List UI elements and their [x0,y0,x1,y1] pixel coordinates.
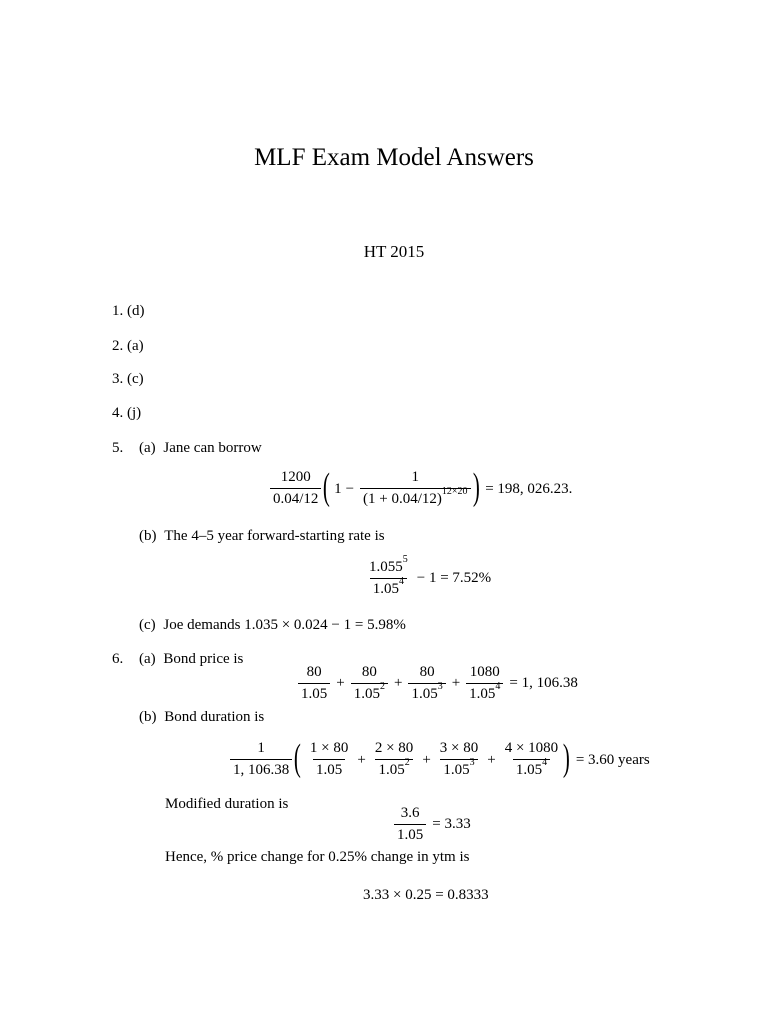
q6b-text: Bond duration is [164,709,265,725]
answer-3 [112,371,144,388]
numerator: 80 [419,664,435,680]
right-paren: ) [563,737,570,779]
fraction [394,806,426,844]
numerator: 1 [411,469,420,486]
operator: − [345,480,355,497]
denominator-base: 1.05 [469,685,496,702]
fraction [366,554,411,598]
operator: + [451,675,461,692]
left-paren: ( [294,737,302,779]
denominator: 0.04/12 [270,488,321,508]
exponent: 5 [402,554,408,565]
denominator-base: (1 + 0.04/12) [363,491,442,507]
fraction [360,470,471,508]
answer-2 [112,338,144,355]
answer-text: (d) [127,303,145,319]
q5c-label: (c) [139,617,156,633]
term: 1 [334,480,342,497]
fraction [437,741,481,779]
denominator-base: 1.05 [316,762,343,778]
fraction [230,741,292,779]
fraction [372,741,416,779]
q6a-line [139,651,243,668]
denominator: 1, 106.38 [230,759,292,779]
result: − 1 = 7.52% [416,570,492,587]
denominator: 1.05 [394,824,426,844]
page-title: MLF Exam Model Answers [254,144,534,171]
numerator: 3.6 [400,805,420,821]
answer-text: (a) [127,338,144,354]
fraction [270,470,321,508]
denominator-base: 1.05 [372,580,399,597]
fraction [298,665,330,703]
denominator [351,680,388,703]
fraction [351,665,388,703]
answer-number: 2. [112,338,124,354]
denominator-base: 1.05 [515,762,543,778]
numerator: 1080 [469,664,500,680]
operator: + [422,751,431,768]
result: = 3.33 [432,816,471,833]
fraction [307,741,351,779]
equation-price-change: 3.33 × 0.25 = 0.8333 [363,887,489,903]
left-paren: ( [323,466,331,508]
q5c-line [139,617,406,634]
q6a-label: (a) [139,651,156,667]
answer-text: (c) [127,371,144,387]
exponent: 12×20 [441,486,468,497]
answer-number: 4. [112,405,124,421]
fraction [502,741,561,779]
equation-loan-amount [268,466,573,508]
hence-text: Hence, % price change for 0.25% change in ytm is [165,849,470,865]
answer-number: 1. [112,303,124,319]
denominator [408,680,445,703]
operator: + [393,675,403,692]
numerator-base: 1.055 [369,559,403,575]
result: = 198, 026.23. [485,480,573,497]
denominator [375,759,412,779]
q5b-text: The 4–5 year forward-starting rate is [164,528,385,544]
equation-forward-rate [364,554,492,598]
q5a-line [139,440,262,457]
q6b-label: (b) [139,709,157,725]
exponent: 3 [469,757,475,768]
denominator-base: 1.05 [411,685,438,702]
term-label: HT 2015 [363,242,425,261]
numerator: 1 × 80 [309,740,349,757]
q5a-label: (a) [139,440,156,456]
denominator-base: 1.05 [353,685,380,702]
right-paren: ) [472,466,480,508]
numerator: 80 [306,664,322,680]
exponent: 4 [399,575,404,587]
operator: + [357,751,366,768]
denominator [440,759,477,779]
denominator [313,759,345,779]
modified-duration-text: Modified duration is [165,796,289,812]
exponent: 4 [542,757,548,768]
q6b-line [139,709,264,726]
exponent: 3 [437,680,443,692]
numerator [366,554,411,578]
q6-number: 6. [112,651,124,667]
numerator: 2 × 80 [374,740,414,757]
answer-4 [112,405,141,422]
exponent: 4 [495,680,501,692]
equation-bond-price [296,665,578,703]
equation-modified-duration [392,806,471,844]
q5-number: 5. [112,440,124,456]
numerator: 3 × 80 [439,740,479,757]
denominator [370,575,407,598]
fraction [466,665,503,703]
q5a-text: Jane can borrow [163,440,262,456]
q5c-text: Joe demands 1.035 × 0.024 − 1 = 5.98% [163,617,406,633]
denominator [466,680,503,703]
denominator [360,488,471,508]
numerator: 80 [361,664,377,680]
denominator-base: 1.05 [378,762,405,778]
operator: + [487,751,496,768]
numerator: 1 [257,740,265,757]
q6a-text: Bond price is [163,651,244,667]
denominator [513,759,550,779]
answer-text: (j) [127,405,142,421]
fraction [408,665,445,703]
denominator-base: 1.05 [443,762,470,778]
numerator: 4 × 1080 [504,740,559,757]
q5b-line [139,528,385,545]
result: = 3.60 years [575,751,650,768]
numerator: 1200 [280,469,311,486]
equation-bond-duration [228,737,650,779]
denominator-base: 1.05 [301,685,328,702]
exponent: 2 [404,757,410,768]
result: = 1, 106.38 [509,675,578,692]
answer-1 [112,303,145,320]
operator: + [336,675,345,692]
exponent: 2 [379,680,385,692]
denominator [298,683,330,703]
q5b-label: (b) [139,528,157,544]
answer-number: 3. [112,371,124,387]
